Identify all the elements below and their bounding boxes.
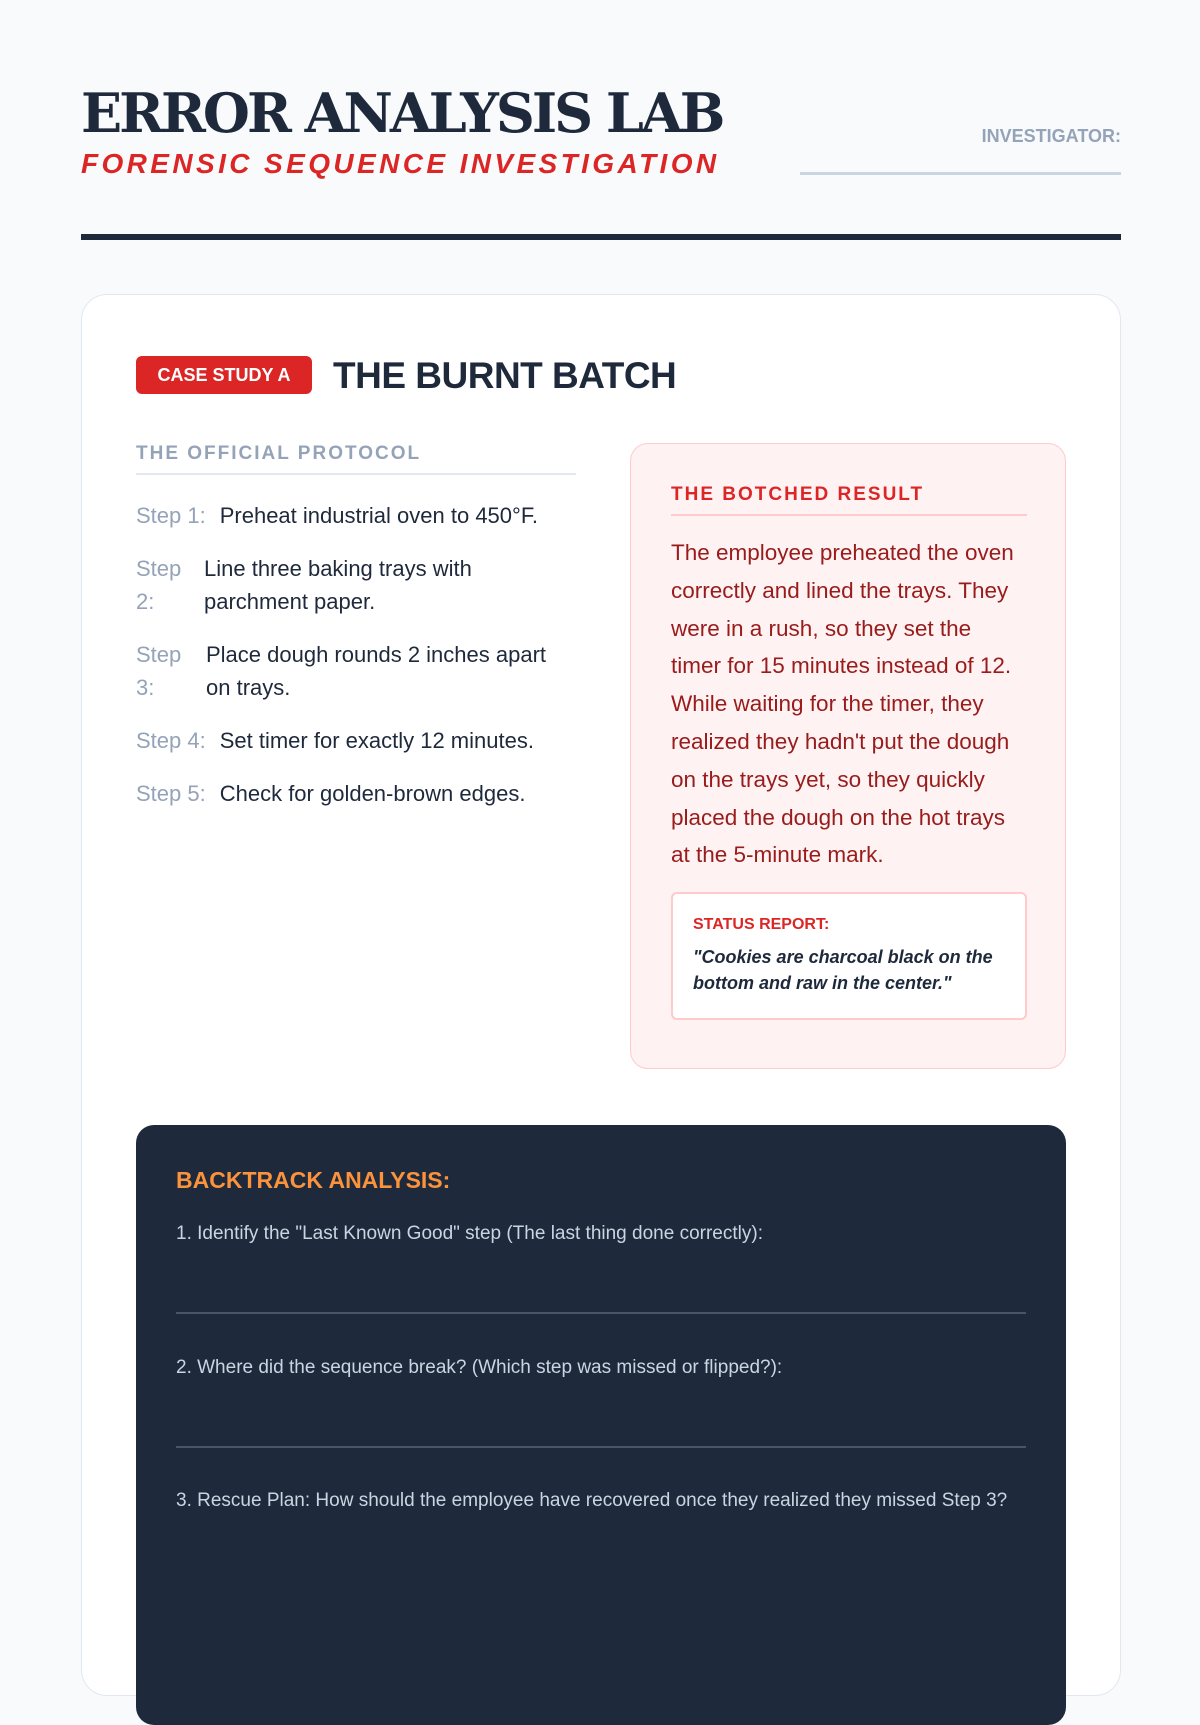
status-report-box	[671, 892, 1027, 1020]
page-header	[81, 80, 1121, 240]
header-divider	[81, 234, 1121, 240]
protocol-step	[136, 638, 576, 704]
question-2: 2. Where did the sequence break? (Which step was missed or flipped?):	[176, 1357, 783, 1378]
protocol-step	[136, 499, 576, 532]
step-text: Preheat industrial oven to 450°F.	[219, 503, 538, 528]
protocol-step	[136, 724, 576, 757]
botched-heading: THE BOTCHED RESULT	[671, 484, 1027, 516]
protocol-step	[136, 777, 576, 810]
step-number: Step 3:	[136, 642, 182, 700]
answer-line-1[interactable]	[176, 1312, 1026, 1314]
protocol-heading: THE OFFICIAL PROTOCOL	[136, 443, 576, 475]
step-number: Step 4:	[136, 728, 206, 753]
official-protocol-section	[136, 443, 576, 830]
botched-description: The employee preheated the oven correctly and lined the trays. They were in a rush, so they set the timer for 15 minutes instead of 12. While waiting for the timer, they realized they hadn't put the dough on the trays yet, so they quickly placed the dough on the hot trays at the 5-minute mark.	[671, 540, 1014, 868]
botched-result-panel	[630, 443, 1066, 1069]
step-number: Step 5:	[136, 781, 206, 806]
step-text: Line three baking trays with parchment paper.	[204, 556, 472, 614]
case-study-card	[81, 294, 1121, 1696]
case-title: THE BURNT BATCH	[333, 355, 677, 396]
step-number: Step 1:	[136, 503, 206, 528]
protocol-step	[136, 552, 576, 618]
protocol-steps	[136, 499, 576, 810]
question-3: 3. Rescue Plan: How should the employee have recovered once they realized they missed Step 3?	[176, 1490, 1008, 1511]
case-study-badge: CASE STUDY A	[136, 356, 312, 394]
page-subtitle: FORENSIC SEQUENCE INVESTIGATION	[81, 148, 720, 179]
page-title: ERROR ANALYSIS LAB	[81, 81, 723, 145]
step-text: Set timer for exactly 12 minutes.	[219, 728, 534, 753]
investigator-field[interactable]	[800, 120, 1121, 175]
question-1: 1. Identify the "Last Known Good" step (The last thing done correctly):	[176, 1223, 763, 1244]
investigator-label: INVESTIGATOR:	[981, 126, 1121, 146]
status-report-label: STATUS REPORT:	[693, 916, 830, 933]
step-text: Check for golden-brown edges.	[219, 781, 526, 806]
status-report-quote: "Cookies are charcoal black on the bottom and raw in the center."	[693, 947, 993, 993]
answer-line-2[interactable]	[176, 1446, 1026, 1448]
step-number: Step 2:	[136, 556, 182, 614]
backtrack-heading: BACKTRACK ANALYSIS:	[176, 1167, 451, 1193]
step-text: Place dough rounds 2 inches apart on trays.	[206, 642, 547, 700]
backtrack-analysis-panel	[136, 1125, 1066, 1725]
